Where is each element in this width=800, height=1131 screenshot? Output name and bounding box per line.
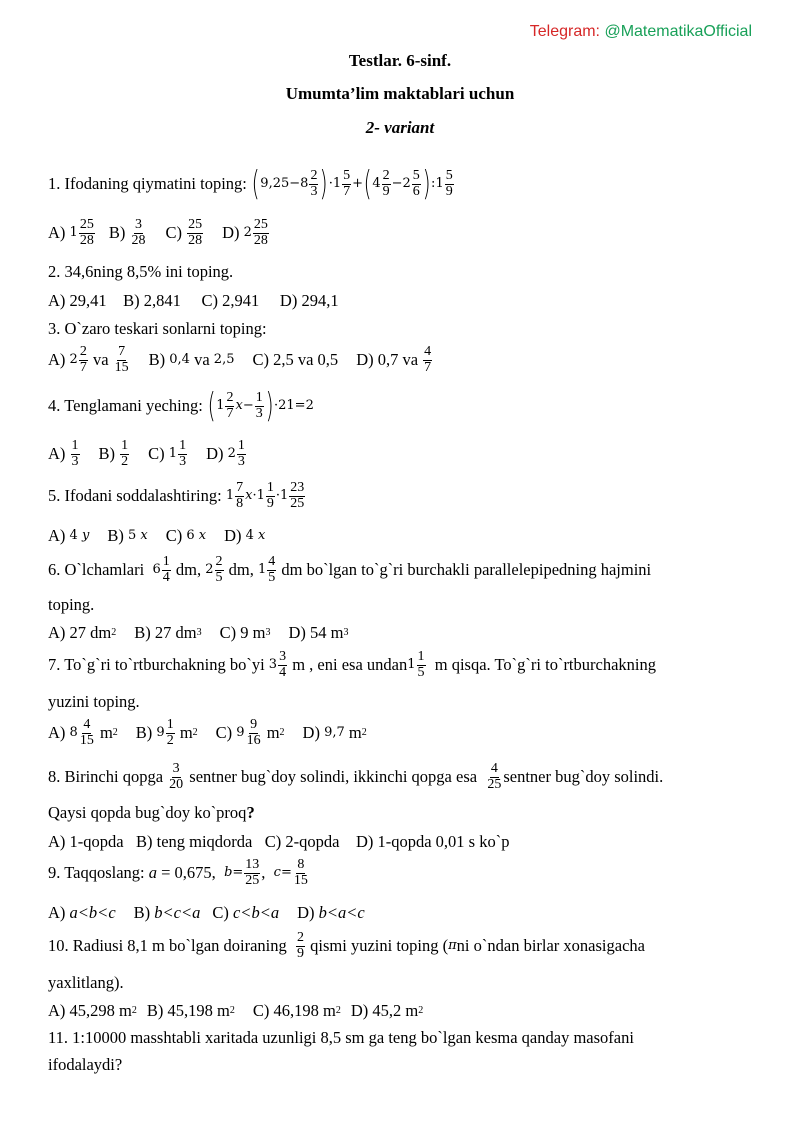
denominator: 25 [245, 872, 260, 888]
q6-option-d: D) 54 m [288, 623, 344, 642]
numerator: 2 [310, 167, 318, 183]
q4-line [48, 386, 760, 426]
numerator: 3 [279, 649, 287, 664]
denominator: 7 [424, 359, 432, 375]
q5-option-c-label: C) [165, 526, 183, 545]
q5-expr-term: 1 [280, 488, 289, 504]
q8-fraction-1 [168, 762, 184, 792]
variant-title: 2- variant [365, 118, 435, 137]
numerator: 3 [134, 217, 142, 232]
q7-diff-fraction [417, 650, 426, 680]
q1-expr-fraction [342, 169, 351, 199]
q5-option-a-coef: 4 [69, 528, 78, 544]
q7-option-b-whole: 9 [156, 725, 165, 741]
denominator: 15 [293, 872, 308, 888]
q4-option-d-fraction [237, 439, 246, 469]
q1-expr-term: , [268, 176, 273, 192]
numerator: 8 [297, 857, 305, 872]
q5-expr-fraction [235, 481, 244, 511]
denominator: 15 [114, 359, 129, 375]
q6-options: A) 27 dm 2 B) 27 dm 3 C) 9 m 3 D) 54 m 3 [48, 623, 349, 642]
numerator: 5 [412, 167, 420, 183]
q1-paren-close: ) [422, 164, 431, 204]
q8-fraction-2 [486, 762, 502, 792]
q4-option-c-label: C) [148, 444, 165, 464]
numerator: 1 [417, 649, 425, 664]
q7-option-b-fraction [166, 718, 175, 748]
q1-option-a-label: A) [48, 223, 66, 243]
q7-option-a-label: A) [48, 723, 66, 743]
q6-line [48, 555, 760, 585]
q1-text: 1. Ifodaning qiymatini toping: [48, 174, 247, 194]
q4-expr-op: − [242, 398, 254, 414]
q7-option-c-fraction [246, 718, 262, 748]
q2-options: A) 29,41 B) 2,841 C) 2,941 D) 294,1 [48, 291, 339, 310]
q6-text-c: toping. [48, 595, 95, 614]
q10-option-a: A) 45,298 m [48, 1001, 132, 1020]
q5-expr-var: x [245, 488, 253, 504]
numerator: 2 [215, 554, 223, 569]
q9-option-a: a<b<c [69, 903, 116, 922]
q3-option-b-va: va [194, 350, 210, 370]
q5-option-c-var: x [198, 528, 207, 544]
q10-text-b: qismi yuzini toping ( [310, 936, 449, 956]
q1-expr-term: 1 [332, 176, 342, 192]
q5-option-d-label: D) [224, 526, 242, 545]
q4-expr-term: 1 [216, 398, 225, 414]
denominator: 9 [266, 495, 274, 511]
q1-paren-open: ( [363, 164, 372, 204]
q3-option-a-va: va [92, 350, 109, 370]
q7-text-a: 7. To`g`ri to`rtburchakning bo`yi [48, 655, 265, 675]
q8-text-b: sentner bug`doy solindi, ikkinchi qopga esa [189, 767, 478, 787]
q1-option-b-fraction [130, 218, 146, 248]
denominator: 28 [188, 232, 203, 248]
denominator: 28 [79, 232, 94, 248]
q4-option-b-fraction [120, 439, 129, 469]
q1-option-a-fraction [79, 218, 95, 248]
q9-line: 9. Taqqoslang: a = 0,675, b = $\frac{13}{25}$ , c = $\frac{8}{15}$ [48, 857, 308, 888]
denominator: 6 [412, 183, 420, 199]
q9-option-c: c<b<a [232, 903, 280, 922]
denominator: 9 [445, 183, 453, 199]
denominator: 3 [179, 453, 187, 469]
q6-dim2-fraction [215, 555, 224, 585]
q1-expr-op: + [352, 176, 364, 192]
q7-option-d-unit: m [348, 723, 362, 743]
numerator: 13 [245, 857, 260, 872]
numerator: 5 [343, 167, 351, 183]
numerator: 25 [79, 217, 94, 232]
q6-dim3-fraction [267, 555, 276, 585]
q9-text: 9. Taqqoslang: [48, 863, 145, 883]
q6-option-b: B) 27 dm [134, 623, 197, 642]
q5-option-b-coef: 5 [127, 528, 137, 544]
q9-var-b: b [224, 865, 233, 881]
q5-expr-op: · [275, 488, 280, 504]
page-title: Testlar. 6-sinf. [348, 51, 452, 70]
q3-option-b-val1: 0,4 [169, 352, 190, 368]
q7-option-c-whole: 9 [236, 725, 245, 741]
q7-option-a-fraction [79, 718, 95, 748]
denominator: 5 [268, 569, 276, 585]
q1-expr-fraction [445, 169, 454, 199]
q4-options [48, 439, 760, 469]
q3-option-a-fraction2 [114, 345, 130, 375]
q1-line [48, 164, 760, 204]
q4-option-b-label: B) [98, 444, 116, 464]
numerator: 23 [290, 480, 305, 495]
q1-expr-term: 25 [272, 176, 290, 192]
q10-option-d: D) 45,2 m [350, 1001, 419, 1020]
q10-text-d: yaxlitlang). [48, 973, 124, 992]
q7-option-b-unit: m [179, 723, 193, 743]
q7-option-b-label: B) [135, 723, 153, 743]
numerator: 5 [445, 167, 453, 183]
q1-expr-fraction [309, 169, 318, 199]
q3-option-c: C) 2,5 va 0,5 [252, 350, 339, 370]
numerator: 1 [166, 717, 174, 732]
q4-expr-fraction [255, 391, 264, 421]
q7-option-d-value: 9,7 [324, 725, 345, 741]
q9-option-a-label: A) [48, 903, 66, 922]
q9-fraction-b [244, 858, 260, 888]
denominator: 9 [297, 945, 305, 961]
q3-option-b-val2: 2,5 [213, 352, 235, 368]
q3-option-d-fraction [423, 345, 432, 375]
q5-option-b-var: x [140, 528, 148, 544]
q5-expr-term: 1 [256, 488, 265, 504]
denominator: 4 [279, 664, 287, 680]
q10-text-c: ni o`ndan birlar xonasigacha [456, 936, 645, 956]
q4-paren-open: ( [207, 386, 216, 426]
q3-text: 3. O`zaro teskari sonlarni toping: [48, 319, 267, 338]
q6-option-c: C) 9 m [219, 623, 266, 642]
q9-option-b-label: B) [133, 903, 151, 922]
q3-option-d-label: D) 0,7 va [356, 350, 419, 370]
denominator: 3 [71, 453, 79, 469]
numerator: 25 [188, 217, 203, 232]
q9-option-c-label: C) [212, 903, 229, 922]
q7-options: A) 8 $\frac{4}{15}$ m 2 B) 9 $\frac{1}{2}$ m 2 C) 9 $\frac{9}{16}$ m 2 D) 9,7 m 2 [48, 717, 367, 748]
denominator: 25 [487, 776, 502, 792]
numerator: 1 [179, 438, 187, 453]
q6-dim3-whole: 1 [257, 562, 267, 578]
q4-option-d-whole: 2 [227, 446, 236, 462]
q4-option-c-whole: 1 [168, 446, 178, 462]
q11-line2: ifodalaydi? [48, 1055, 123, 1074]
q4-option-c-fraction [178, 439, 187, 469]
q6-text-a: 6. O`lchamlari [48, 560, 145, 580]
numerator: 2 [382, 167, 390, 183]
denominator: 3 [310, 183, 318, 199]
q1-expr-term: 8 [300, 176, 309, 192]
q3-option-a-fraction [79, 345, 88, 375]
q6-dim2-whole: 2 [205, 562, 214, 578]
numerator: 4 [490, 761, 498, 776]
q1-option-c-label: C) [165, 223, 182, 243]
q5-option-d-var: x [258, 528, 266, 544]
numerator: 7 [118, 344, 126, 359]
q9-var-c: c [273, 865, 281, 881]
q9-value-a: = 0,675, [161, 863, 216, 883]
numerator: 2 [79, 344, 87, 359]
denominator: 3 [255, 405, 263, 421]
q9-options [48, 903, 760, 923]
q7-diff-whole: 1 [407, 657, 416, 673]
numerator: 1 [121, 438, 129, 453]
q5-line [48, 481, 760, 511]
q6-unit: dm, [175, 560, 202, 580]
q1-expr-term: 1 [435, 176, 444, 192]
q5-option-a-var: y [81, 528, 90, 544]
q5-text: 5. Ifodani soddalashtiring: [48, 486, 222, 506]
q7-option-c-unit: m [266, 723, 280, 743]
q6-unit: dm, [228, 560, 254, 580]
denominator: 7 [79, 359, 87, 375]
q6-text-b: dm bo`lgan to`g`ri burchakli parallelepipedning hajmini [281, 560, 652, 580]
numerator: 1 [237, 438, 245, 453]
q8-text-d: Qaysi qopda bug`doy ko`proq [48, 803, 247, 822]
q7-text-b: m , eni esa undan [292, 655, 408, 675]
q5-expr-fraction [289, 481, 305, 511]
denominator: 2 [121, 453, 129, 469]
q8-text-c: sentner bug`doy solindi. [503, 767, 664, 787]
q6-dim1-whole: 6 [152, 562, 161, 578]
q10-line [48, 931, 760, 961]
q1-expr-op: : [431, 176, 436, 192]
q1-expr-fraction [412, 169, 421, 199]
denominator: 28 [253, 232, 268, 248]
q1-option-d-label: D) [222, 223, 240, 243]
q2-text: 2. 34,6ning 8,5% ini toping. [48, 262, 234, 281]
q9-option-d-label: D) [297, 903, 315, 922]
denominator: 20 [169, 776, 184, 792]
q5-option-b-label: B) [107, 526, 124, 545]
denominator: 5 [417, 664, 425, 680]
numerator: 4 [268, 554, 276, 569]
q1-expr-fraction [382, 169, 391, 199]
q7-text-c: m qisqa. To`g`ri to`rtburchakning [434, 655, 656, 675]
q4-expr-op: · [273, 398, 279, 414]
denominator: 15 [79, 732, 94, 748]
q5-options [48, 526, 760, 546]
q4-expr-op: = [294, 398, 306, 414]
telegram-watermark [530, 22, 752, 41]
q4-option-d-label: D) [206, 444, 224, 464]
denominator: 9 [382, 183, 390, 199]
q1-options [48, 218, 760, 248]
q10-pi: π [448, 938, 457, 954]
telegram-handle: @MatematikaOfficial [604, 23, 752, 40]
q1-option-d-fraction [253, 218, 269, 248]
q7-text-d: yuzini toping. [48, 692, 140, 711]
q5-option-d-coef: 4 [245, 528, 254, 544]
q8-line [48, 762, 760, 792]
numerator: 4 [424, 344, 432, 359]
q6-dim1-fraction [162, 555, 171, 585]
denominator: 7 [226, 405, 234, 421]
numerator: 1 [162, 554, 170, 569]
q8-options: A) 1-qopda B) teng miqdorda C) 2-qopda D) 1-qopda 0,01 s ko`p [48, 832, 510, 851]
q4-expr-term: 21 [278, 398, 295, 414]
q10-text-a: 10. Radiusi 8,1 m bo`lgan doiraning [48, 936, 287, 956]
denominator: 2 [166, 732, 174, 748]
numerator: 4 [83, 717, 91, 732]
q4-option-a-label: A) [48, 444, 66, 464]
q7-option-c-label: C) [215, 723, 233, 743]
numerator: 7 [236, 480, 244, 495]
denominator: 3 [237, 453, 245, 469]
numerator: 2 [297, 930, 305, 945]
q6-option-a: A) 27 dm [48, 623, 112, 642]
q7-option-d-label: D) [302, 723, 320, 743]
q9-var-a: a [148, 863, 157, 883]
q3-option-a-label: A) [48, 350, 66, 370]
q10-options: A) 45,298 m 2 B) 45,198 m 2 C) 46,198 m 2 D) 45,2 m 2 [48, 1001, 424, 1020]
q1-expr-term: 2 [402, 176, 411, 192]
q4-expr-term: 2 [305, 398, 314, 414]
q1-expr-term: 4 [372, 176, 381, 192]
q8-question-mark: ? [246, 803, 255, 822]
q9-option-b: b<c<a [154, 903, 201, 922]
q7-option-a-whole: 8 [69, 725, 78, 741]
q3-options [48, 345, 760, 375]
q1-expr-op: − [289, 176, 301, 192]
q8-question [48, 803, 760, 823]
q1-option-c-fraction [187, 218, 203, 248]
q1-option-b-label: B) [108, 223, 126, 243]
numerator: 3 [172, 761, 180, 776]
q1-paren-close: ) [320, 164, 329, 204]
q1-option-d-whole: 2 [243, 225, 252, 241]
telegram-label: Telegram: [529, 23, 600, 40]
q9-fraction-c [293, 858, 309, 888]
q10-option-c: C) 46,198 m [252, 1001, 336, 1020]
q7-length-fraction [278, 650, 287, 680]
q7-line [48, 650, 760, 680]
q5-option-c-coef: 6 [186, 528, 195, 544]
q5-expr-fraction [266, 481, 275, 511]
denominator: 5 [215, 569, 223, 585]
q9-option-d: b<a<c [318, 903, 365, 922]
denominator: 4 [162, 569, 170, 585]
q3-option-a-whole: 2 [69, 352, 78, 368]
q5-expr-term: 1 [225, 488, 235, 504]
q3-option-b-label: B) [148, 350, 166, 370]
q4-expr-var: x [235, 398, 243, 414]
q5-option-a-label: A) [48, 526, 66, 545]
q4-option-a-fraction [71, 439, 80, 469]
numerator: 25 [253, 217, 268, 232]
denominator: 25 [290, 495, 305, 511]
q7-length-whole: 3 [268, 657, 278, 673]
q7-option-a-unit: m [99, 723, 113, 743]
q1-expr-op: − [391, 176, 403, 192]
q1-expr-term: 9 [260, 176, 269, 192]
numerator: 1 [266, 480, 274, 495]
denominator: 28 [131, 232, 146, 248]
q1-option-a-whole: 1 [69, 225, 78, 241]
q5-expr-op: · [252, 488, 257, 504]
q8-text-a: 8. Birinchi qopga [48, 767, 164, 787]
denominator: 7 [343, 183, 351, 199]
numerator: 1 [71, 438, 79, 453]
q10-fraction [296, 931, 305, 961]
denominator: 8 [236, 495, 244, 511]
q10-option-b: B) 45,198 m [146, 1001, 230, 1020]
denominator: 16 [246, 732, 261, 748]
numerator: 9 [250, 717, 258, 732]
q1-expr-op: · [328, 176, 333, 192]
numerator: 2 [226, 389, 234, 405]
q4-paren-close: ) [265, 386, 274, 426]
q1-paren-open: ( [251, 164, 260, 204]
numerator: 1 [255, 389, 263, 405]
page-subtitle: Umumta’lim maktablari uchun [285, 84, 515, 103]
q4-text: 4. Tenglamani yeching: [48, 396, 203, 416]
q11-line1: 11. 1:10000 masshtabli xaritada uzunligi 8,5 sm ga teng bo`lgan kesma qanday masofani [48, 1028, 634, 1047]
q4-expr-fraction [225, 391, 234, 421]
